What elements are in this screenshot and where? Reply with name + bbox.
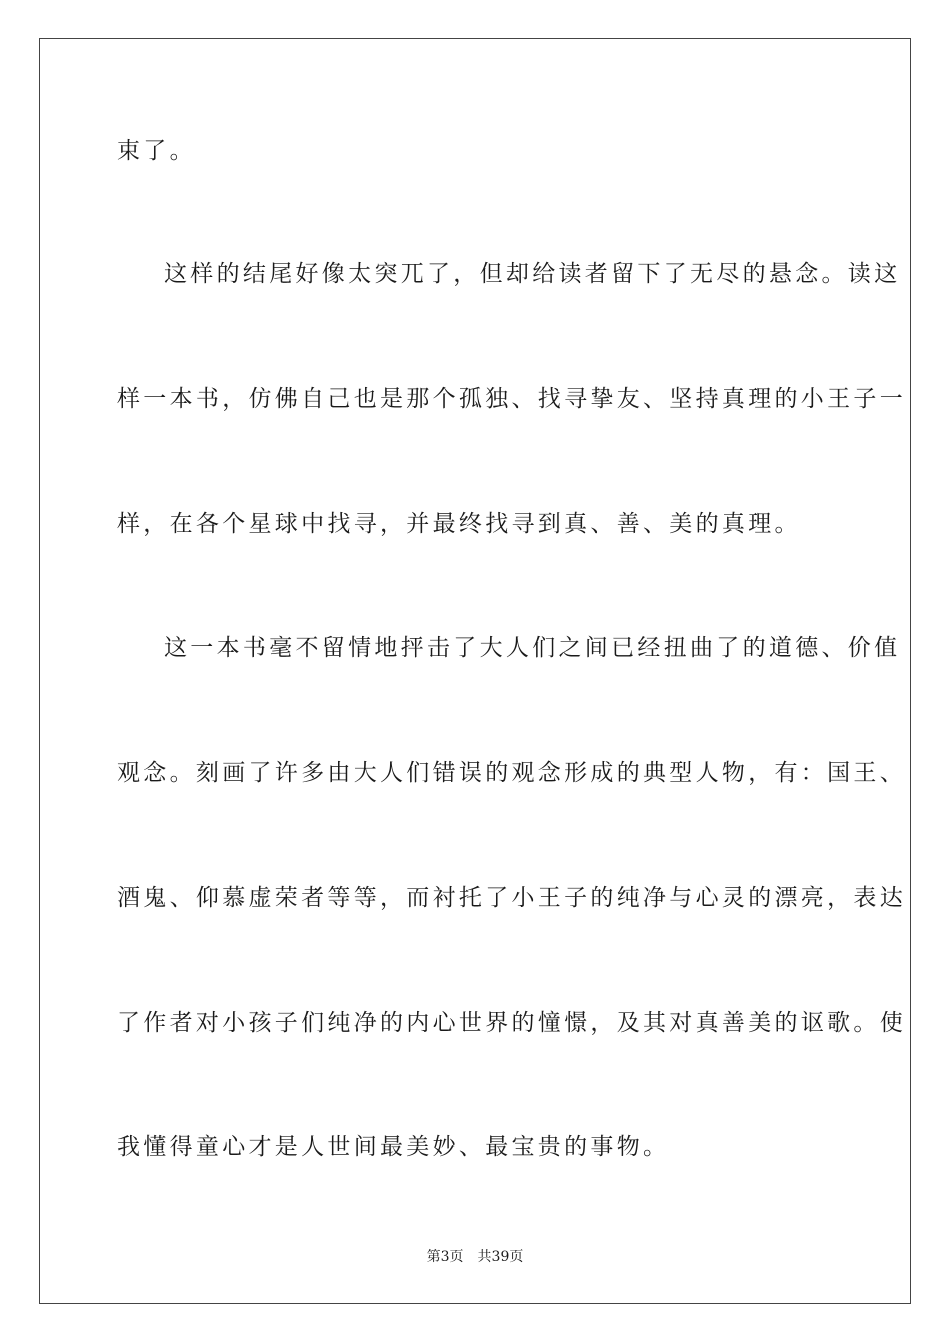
text-line: 束了。 — [117, 138, 196, 164]
page-border — [39, 38, 911, 1304]
paragraph-first-line: 这一本书毫不留情地抨击了大人们之间已经扭曲了的道德、价值 — [164, 635, 901, 661]
text-line: 酒鬼、仰慕虚荣者等等，而衬托了小王子的纯净与心灵的漂亮，表达 — [117, 885, 906, 911]
total-pages: 共39页 — [477, 1249, 524, 1265]
paragraph-first-line: 这样的结尾好像太突兀了，但却给读者留下了无尽的悬念。读这 — [164, 261, 901, 287]
page-number: 第3页 — [426, 1249, 464, 1265]
text-line: 我懂得童心才是人世间最美妙、最宝贵的事物。 — [117, 1134, 670, 1160]
text-line: 样，在各个星球中找寻，并最终找寻到真、善、美的真理。 — [117, 511, 801, 537]
page-footer — [0, 1248, 950, 1266]
text-line: 了作者对小孩子们纯净的内心世界的憧憬，及其对真善美的讴歌。使 — [117, 1010, 906, 1036]
text-line: 样一本书，仿佛自己也是那个孤独、找寻挚友、坚持真理的小王子一 — [117, 386, 906, 412]
text-line: 观念。刻画了许多由大人们错误的观念形成的典型人物，有：国王、 — [117, 760, 906, 786]
